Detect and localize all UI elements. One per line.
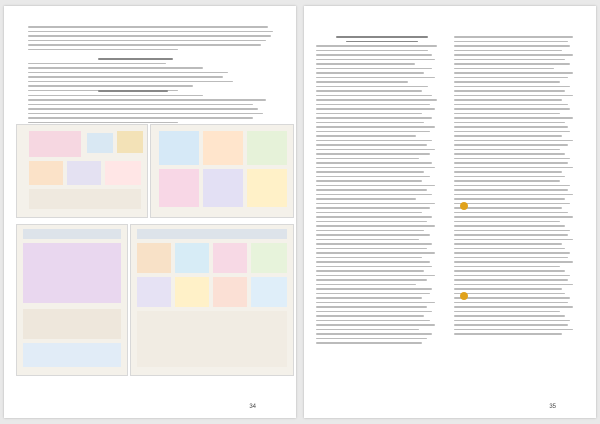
project-photo-2 — [150, 124, 294, 218]
project-photo-1 — [16, 124, 148, 218]
album-photo — [16, 224, 128, 376]
page-number: 35 — [549, 404, 556, 410]
left-page — [4, 6, 296, 418]
page-number: 34 — [249, 404, 256, 410]
results-column-left — [316, 36, 448, 344]
objectives-block — [28, 58, 278, 91]
right-page — [304, 6, 596, 418]
award-icon — [460, 292, 468, 300]
body-text — [28, 26, 278, 50]
results-column-right — [454, 36, 586, 335]
calendar-block — [28, 90, 278, 128]
award-icon — [460, 202, 468, 210]
gallery-photo — [130, 224, 294, 376]
